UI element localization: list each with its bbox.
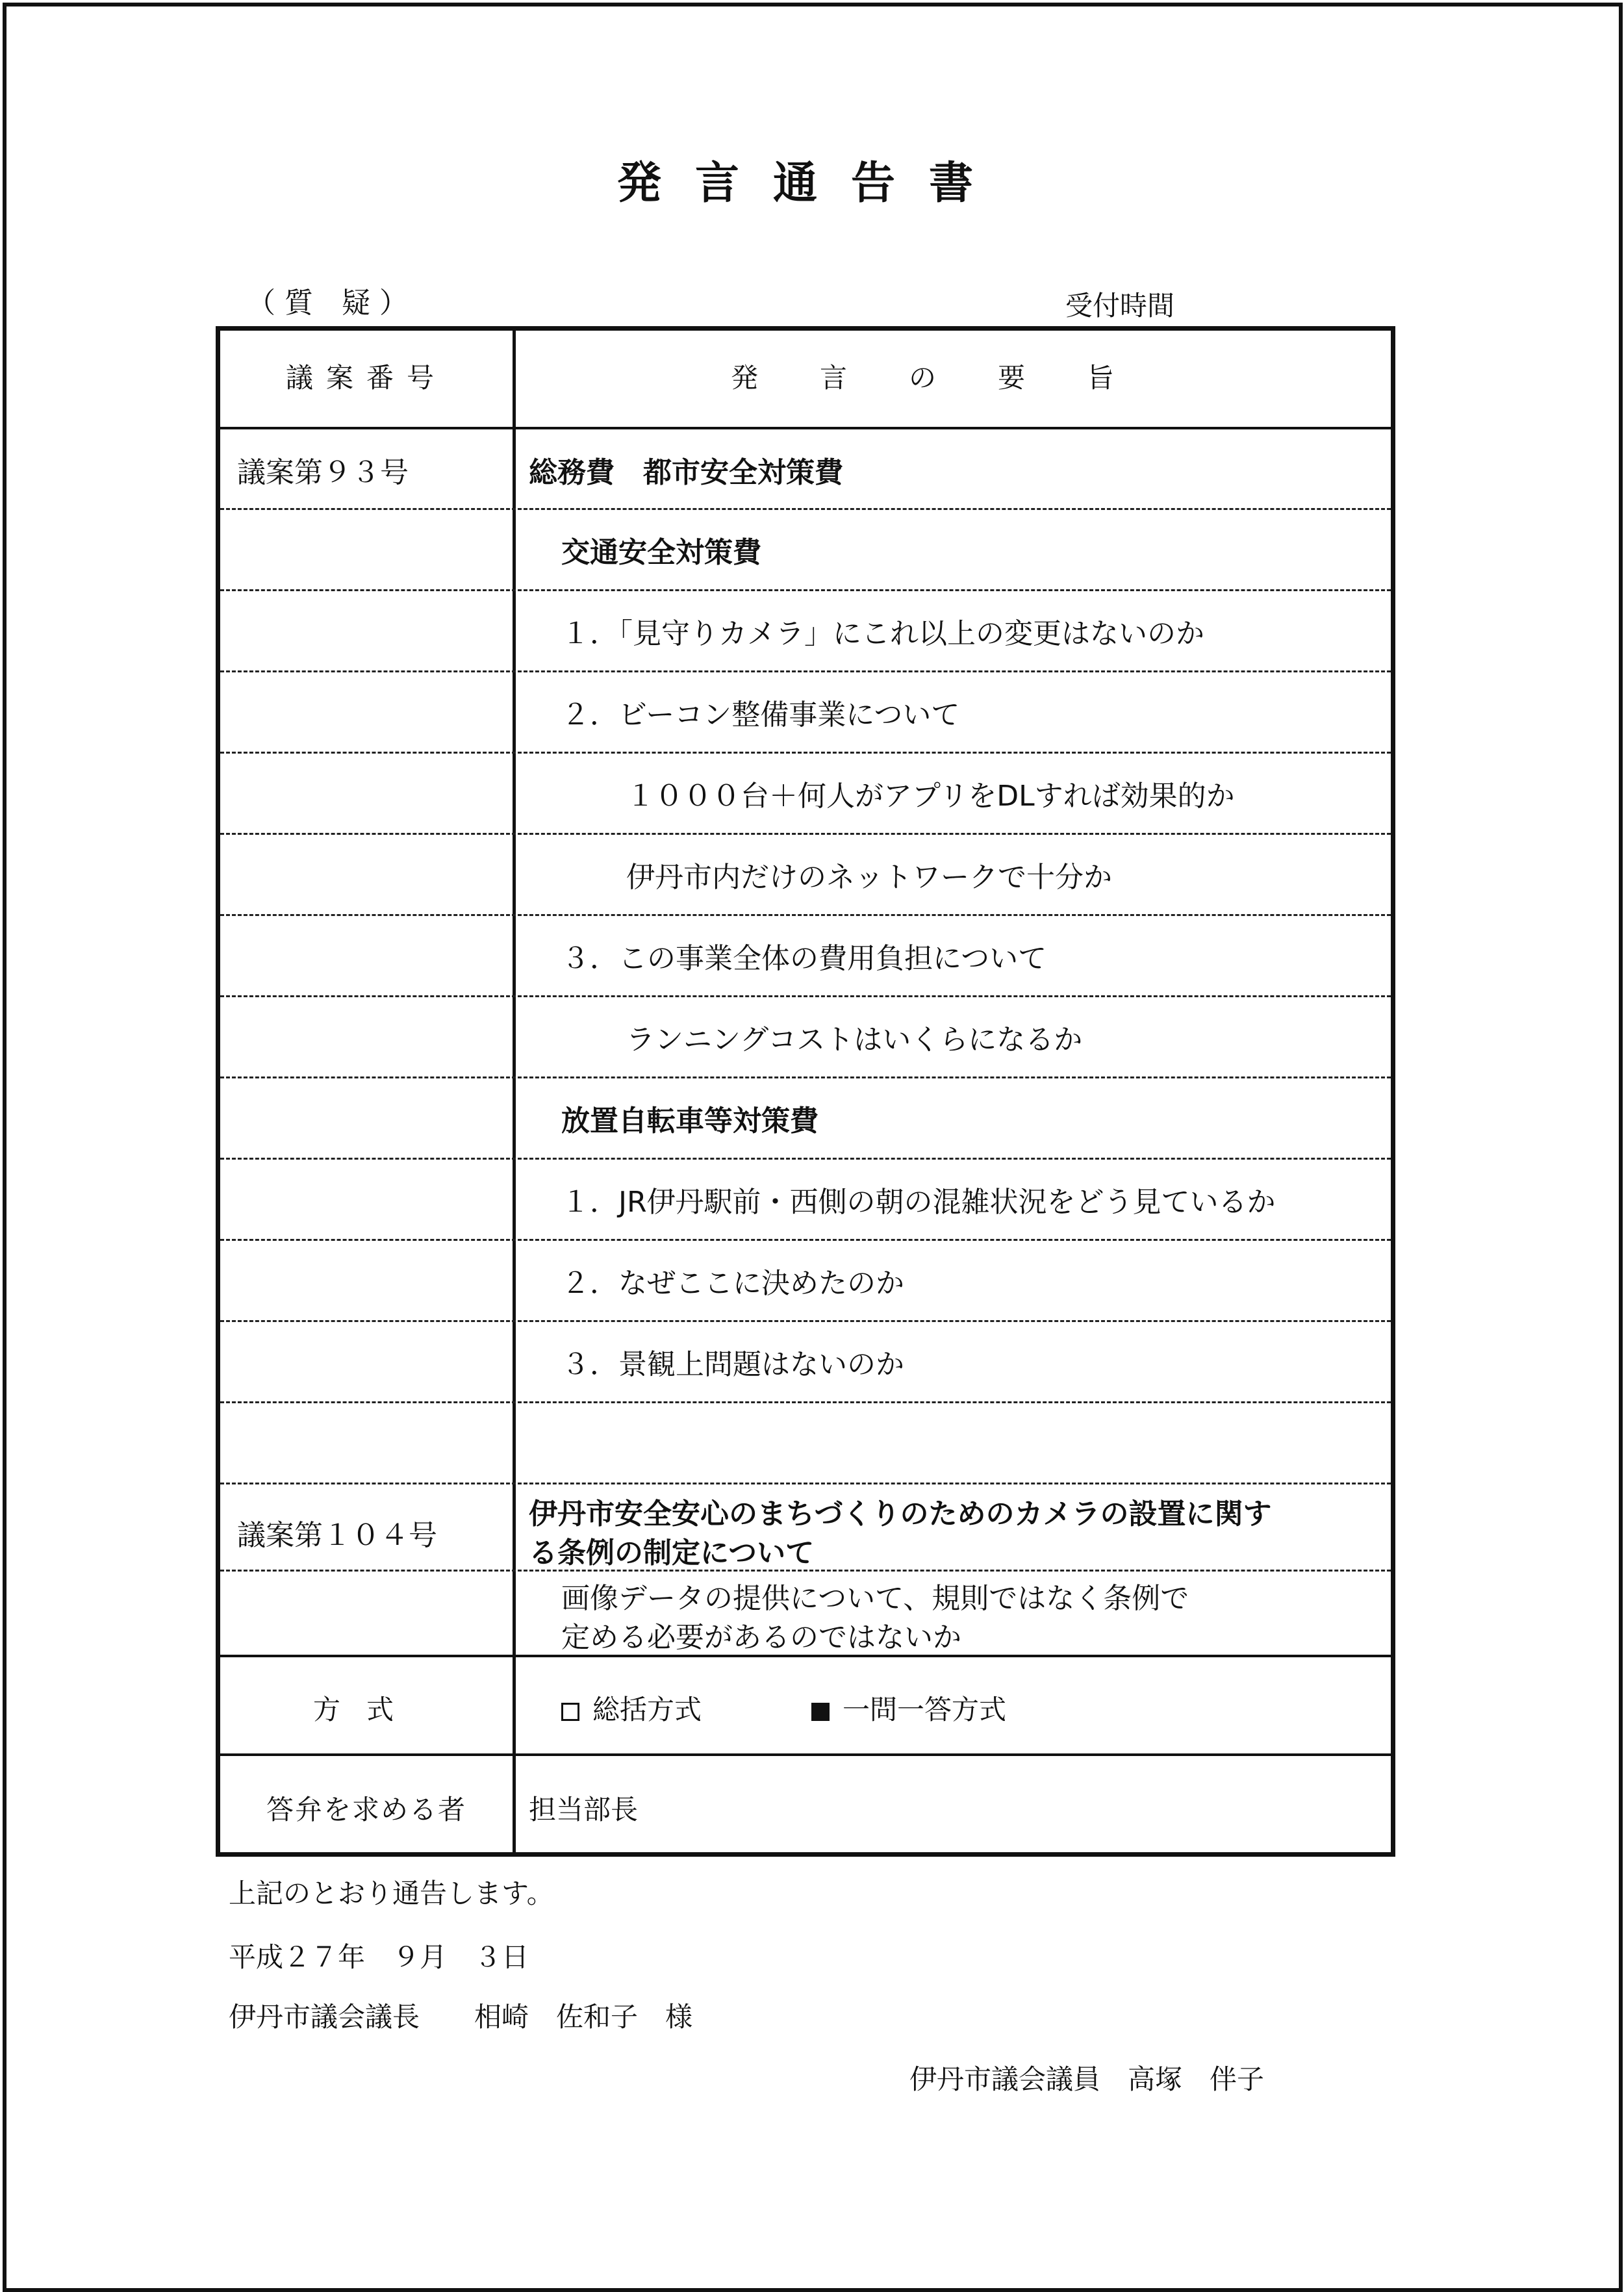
section-bicycle: 放置自転車等対策費 bbox=[561, 1104, 818, 1138]
item-beacon-effect: １０００台＋何人がアプリをDLすれば効果的か bbox=[626, 780, 1235, 813]
row-rule bbox=[220, 1483, 1391, 1484]
row-rule bbox=[220, 1570, 1391, 1572]
header-speech-summary: 発言の要旨 bbox=[730, 362, 1176, 394]
row-rule bbox=[220, 833, 1391, 835]
row-rule bbox=[220, 914, 1391, 916]
bill-104-title-line1: 伊丹市安全安心のまちづくりのためのカメラの設置に関す bbox=[529, 1497, 1272, 1531]
row-rule bbox=[220, 1320, 1391, 1322]
checkbox-checked-icon[interactable] bbox=[811, 1703, 830, 1721]
item-why-here: ２．なぜここに決めたのか bbox=[561, 1267, 904, 1300]
item-landscape: ３．景観上問題はないのか bbox=[561, 1348, 904, 1381]
notice-statement: 上記のとおり通告します。 bbox=[229, 1878, 554, 1909]
section-traffic-safety: 交通安全対策費 bbox=[561, 536, 761, 569]
row-rule bbox=[220, 1239, 1391, 1241]
bill-104-body-line2: 定める必要があるのではないか bbox=[561, 1621, 961, 1654]
checkbox-unchecked-icon[interactable] bbox=[561, 1703, 579, 1721]
row-rule bbox=[220, 1401, 1391, 1403]
method-option-one-by-one[interactable] bbox=[811, 1688, 1006, 1727]
item-beacon: ２．ビーコン整備事業について bbox=[561, 698, 960, 732]
item-watch-camera: １．「見守りカメラ」にこれ以上の変更はないのか bbox=[561, 617, 1204, 650]
method-option-summary-label: 総括方式 bbox=[592, 1694, 702, 1725]
row-rule bbox=[220, 670, 1391, 672]
addressee: 伊丹市議会議長 相崎 佐和子 様 bbox=[229, 2001, 693, 2033]
notice-table bbox=[216, 326, 1395, 1857]
column-divider bbox=[513, 331, 516, 1852]
method-rule bbox=[220, 1655, 1391, 1657]
method-label: 方式 bbox=[312, 1694, 420, 1725]
respondent-value: 担当部長 bbox=[529, 1794, 639, 1826]
row-rule bbox=[220, 995, 1391, 997]
bill-104-title-line2: る条例の制定について bbox=[529, 1536, 815, 1570]
method-option-one-by-one-label: 一問一答方式 bbox=[843, 1694, 1007, 1725]
bill-number-104: 議案第１０４号 bbox=[237, 1519, 437, 1552]
sender: 伊丹市議会議員 高塚 伴子 bbox=[909, 2063, 1265, 2095]
item-cost-burden: ３．この事業全体の費用負担について bbox=[561, 942, 1047, 975]
row-rule bbox=[220, 1158, 1391, 1160]
row-rule bbox=[220, 752, 1391, 754]
speech-kind: （ 質 疑 ） bbox=[247, 286, 408, 320]
respondent-rule bbox=[220, 1753, 1391, 1756]
respondent-label: 答弁を求める者 bbox=[266, 1794, 466, 1826]
document-title: 発言通告書 bbox=[616, 158, 1007, 209]
item-jr-congestion: １．JR伊丹駅前・西側の朝の混雑状況をどう見ているか bbox=[561, 1186, 1276, 1219]
notice-date: 平成２７年 ９月 ３日 bbox=[229, 1941, 529, 1973]
receipt-time-label: 受付時間 bbox=[1065, 290, 1175, 322]
row-rule bbox=[220, 589, 1391, 591]
header-bill-number: 議案番号 bbox=[285, 362, 447, 394]
item-running-cost: ランニングコストはいくらになるか bbox=[626, 1023, 1083, 1056]
row-rule bbox=[220, 508, 1391, 510]
method-option-summary[interactable] bbox=[561, 1688, 702, 1727]
row-rule bbox=[220, 1076, 1391, 1078]
item-beacon-network: 伊丹市内だけのネットワークで十分か bbox=[626, 861, 1112, 894]
bill-93-title: 総務費 都市安全対策費 bbox=[529, 456, 843, 489]
header-rule bbox=[220, 427, 1391, 429]
bill-number-93: 議案第９３号 bbox=[237, 456, 409, 489]
bill-104-body-line1: 画像データの提供について、規則ではなく条例で bbox=[561, 1582, 1189, 1615]
